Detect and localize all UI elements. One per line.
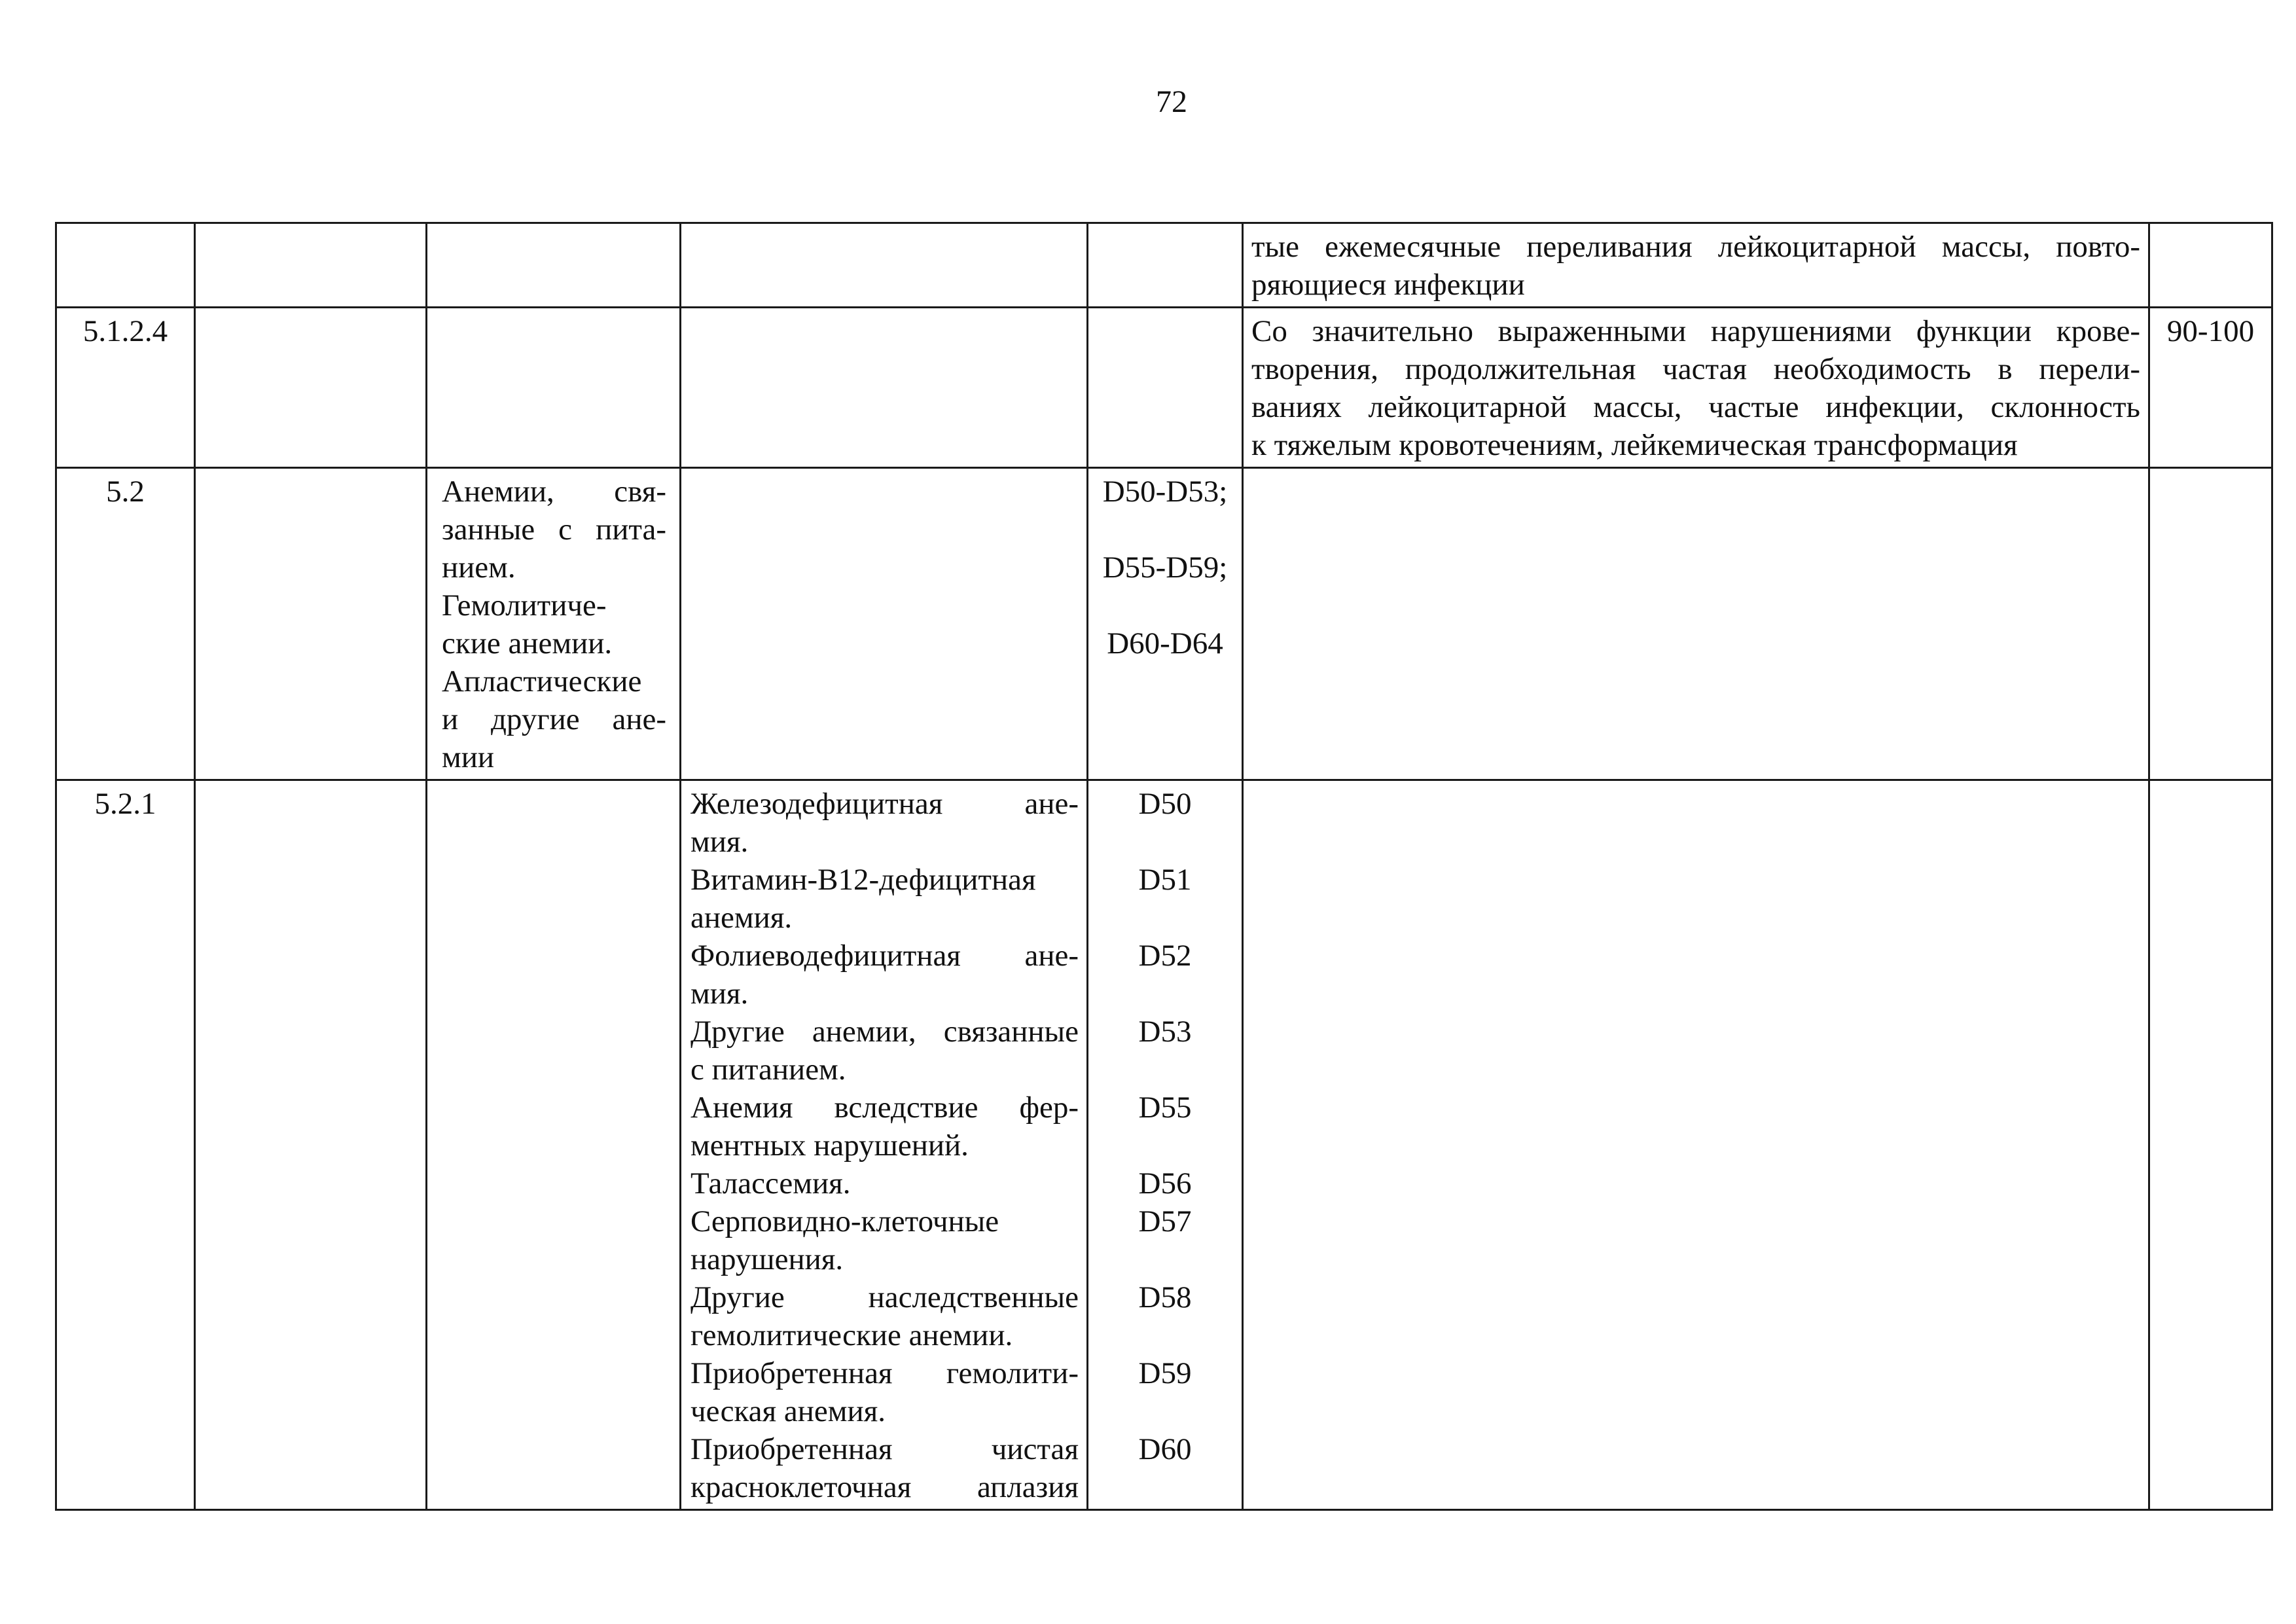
- row-number-cell: 5.2: [56, 468, 195, 780]
- group-cell: [427, 223, 681, 308]
- diagnosis-cell: [681, 468, 1088, 780]
- icd-code: D53: [1138, 1015, 1192, 1049]
- table-row: [56, 468, 2272, 780]
- icd-code: D60-D64: [1107, 626, 1223, 660]
- diagnosis-line: Железодефицитная ане-: [691, 787, 1079, 821]
- percent-cell: [2149, 780, 2272, 1510]
- icd-code: D58: [1138, 1280, 1192, 1314]
- diagnosis-line: Анемия вследствие фер-: [691, 1091, 1079, 1125]
- group-line: нием.: [442, 550, 516, 585]
- icd-code-cell: [1088, 223, 1243, 308]
- diagnosis-line: Талассемия.: [691, 1166, 851, 1200]
- subclass-cell: [195, 223, 427, 308]
- percent-cell: [2149, 468, 2272, 780]
- diagnosis-line: ческая анемия.: [691, 1394, 886, 1428]
- icd-code: D59: [1138, 1356, 1192, 1390]
- icd-code: D52: [1138, 939, 1192, 973]
- percent-cell: [2149, 223, 2272, 308]
- group-line: и другие ане-: [442, 702, 666, 736]
- description-line: ваниях лейкоцитарной массы, частые инфекции, склонность: [1251, 390, 2140, 424]
- row-number-cell: 5.2.1: [56, 780, 195, 1510]
- group-line: мии: [442, 740, 495, 774]
- diagnosis-line: с питанием.: [691, 1053, 846, 1087]
- icd-code: D60: [1138, 1432, 1192, 1466]
- icd-code-cell: [1088, 780, 1243, 1510]
- icd-code: D51: [1138, 863, 1192, 897]
- icd-code: D55-D59;: [1102, 550, 1228, 585]
- group-cell: [427, 468, 681, 780]
- page-number: 72: [1156, 84, 1187, 119]
- diagnosis-line: мия.: [691, 825, 749, 859]
- subclass-cell: [195, 468, 427, 780]
- group-line: Апластические: [442, 664, 642, 698]
- diagnosis-line: Другие наследственные: [691, 1280, 1079, 1314]
- diagnosis-cell: [681, 223, 1088, 308]
- diagnosis-line: красноклеточная аплазия: [691, 1470, 1079, 1504]
- description-cell: [1243, 780, 2149, 1510]
- disability-criteria-table: [55, 222, 2273, 1511]
- group-line: Анемии, свя-: [442, 475, 666, 509]
- percent-cell: 90-100: [2149, 308, 2272, 468]
- diagnosis-line: гемолитические анемии.: [691, 1318, 1013, 1352]
- row-number-cell: [56, 223, 195, 308]
- group-line: Гемолитиче-: [442, 588, 607, 623]
- row-number-cell: 5.1.2.4: [56, 308, 195, 468]
- icd-code: D57: [1138, 1204, 1192, 1238]
- diagnosis-line: анемия.: [691, 901, 793, 935]
- description-cell: [1243, 308, 2149, 468]
- diagnosis-line: Витамин-В12-дефицитная: [691, 863, 1036, 897]
- icd-code: D56: [1138, 1166, 1192, 1200]
- group-cell: [427, 308, 681, 468]
- description-line: ряющиеся инфекции: [1251, 268, 1525, 302]
- description-line: творения, продолжительная частая необходимость в перели-: [1251, 352, 2140, 386]
- icd-code: D55: [1138, 1091, 1192, 1125]
- diagnosis-cell: [681, 780, 1088, 1510]
- diagnosis-line: нарушения.: [691, 1242, 844, 1276]
- diagnosis-line: Приобретенная гемолити-: [691, 1356, 1079, 1390]
- table-row: [56, 308, 2272, 468]
- subclass-cell: [195, 780, 427, 1510]
- diagnosis-line: ментных нарушений.: [691, 1128, 969, 1163]
- description-cell: [1243, 468, 2149, 780]
- icd-code: D50-D53;: [1102, 475, 1228, 509]
- group-cell: [427, 780, 681, 1510]
- diagnosis-line: мия.: [691, 977, 749, 1011]
- subclass-cell: [195, 308, 427, 468]
- diagnosis-line: Приобретенная чистая: [691, 1432, 1079, 1466]
- icd-code-cell: [1088, 308, 1243, 468]
- description-line: Со значительно выраженными нарушениями функции крове-: [1251, 314, 2140, 348]
- icd-code-cell: [1088, 468, 1243, 780]
- diagnosis-line: Серповидно-клеточные: [691, 1204, 999, 1238]
- description-line: тые ежемесячные переливания лейкоцитарной массы, повто-: [1251, 230, 2140, 264]
- table-row: [56, 223, 2272, 308]
- description-cell: [1243, 223, 2149, 308]
- group-line: ские анемии.: [442, 626, 613, 660]
- table-row: [56, 780, 2272, 1510]
- diagnosis-line: Фолиеводефицитная ане-: [691, 939, 1079, 973]
- description-line: к тяжелым кровотечениям, лейкемическая трансформация: [1251, 428, 2018, 462]
- icd-code: D50: [1138, 787, 1192, 821]
- group-line: занные с пита-: [442, 513, 666, 547]
- diagnosis-line: Другие анемии, связанные: [691, 1015, 1079, 1049]
- diagnosis-cell: [681, 308, 1088, 468]
